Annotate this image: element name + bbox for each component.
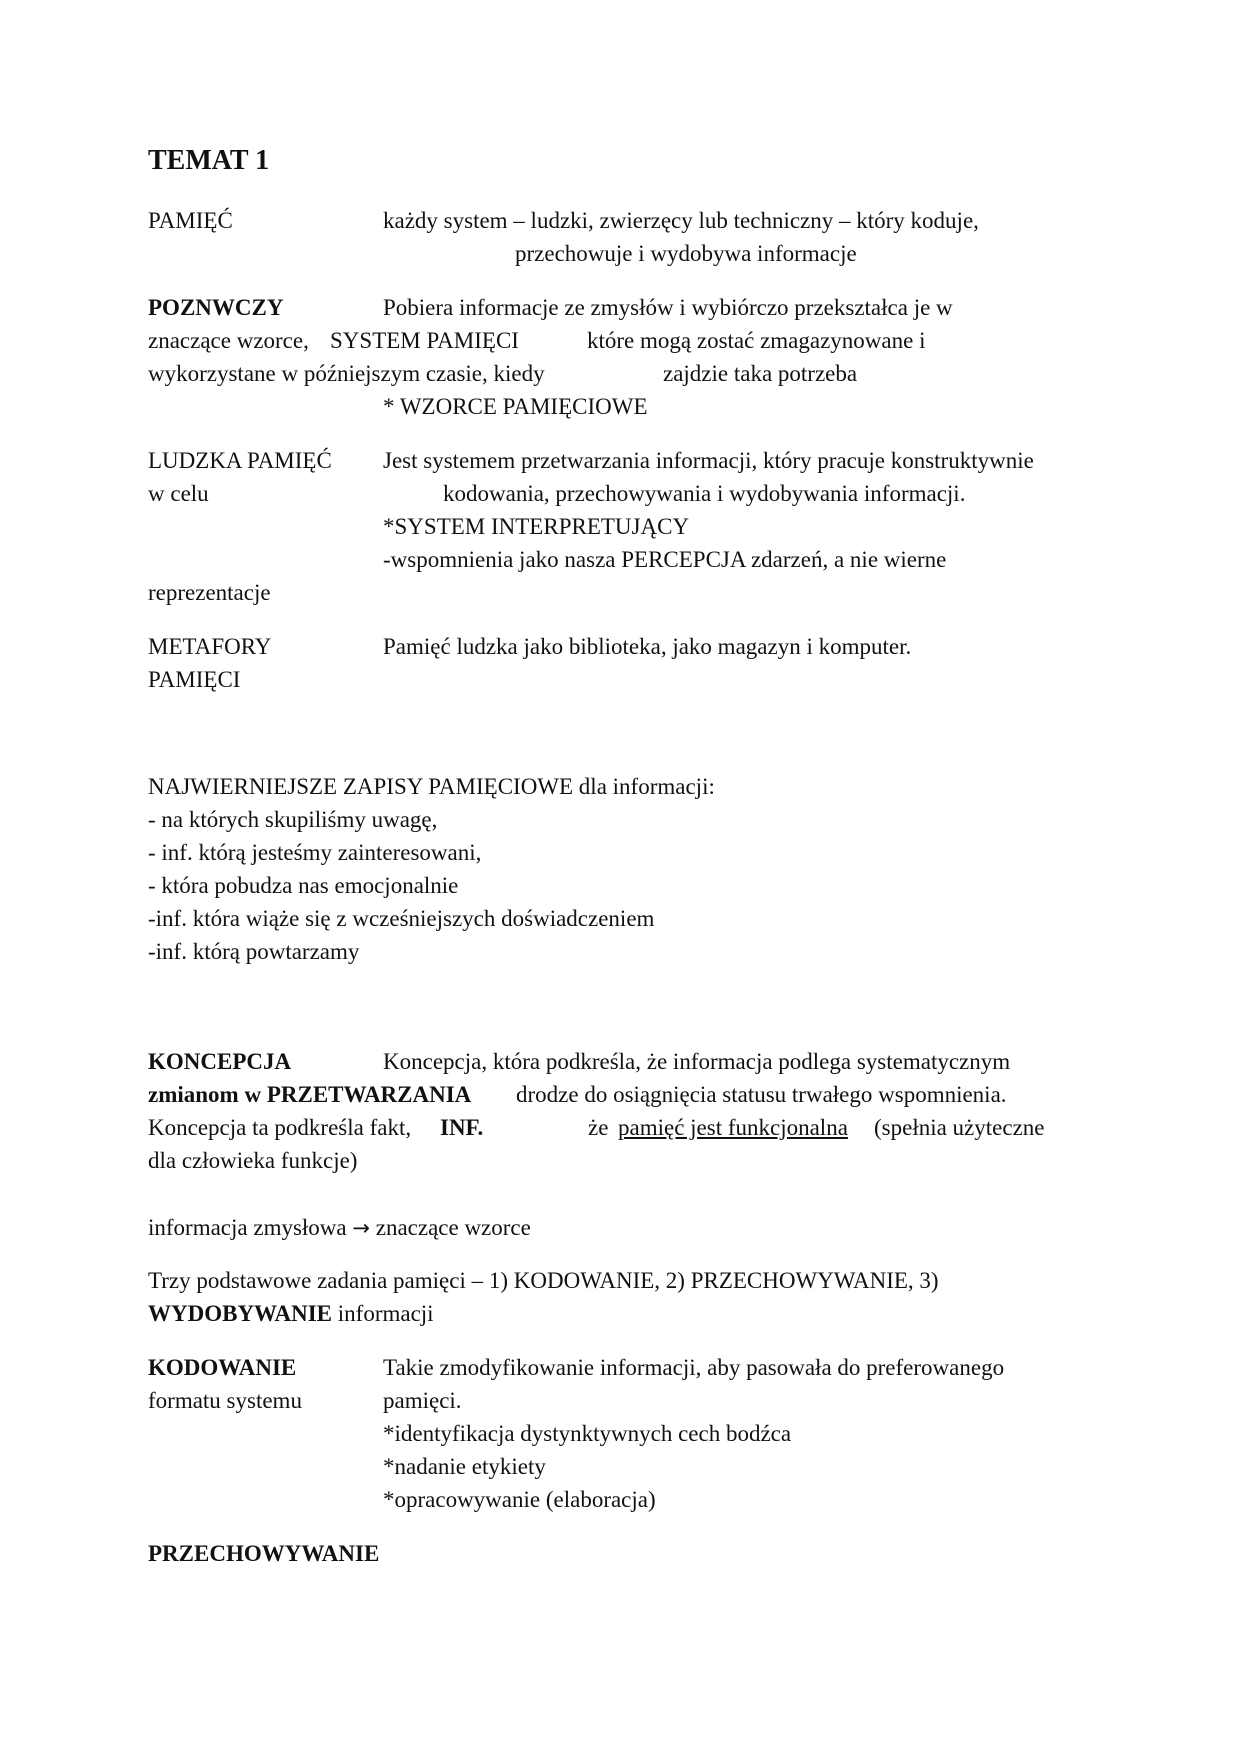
ludzka-line1: Jest systemem przetwarzania informacji, który pracuje konstruktywnie — [383, 448, 1034, 473]
ludzka-line4: -wspomnienia jako nasza PERCEPCJA zdarzeń, a nie wierne — [383, 547, 947, 572]
term-ludzka-pamiec: LUDZKA PAMIĘĆ — [148, 448, 332, 473]
term-system-pamieci: SYSTEM PAMIĘCI — [330, 328, 519, 353]
poznawczy-line1: Pobiera informacje ze zmysłów i wybiórczo przekształca je w — [383, 295, 953, 320]
koncepcja-line4: dla człowieka funkcje) — [148, 1148, 358, 1173]
zadania-wydobywanie: WYDOBYWANIE — [148, 1301, 333, 1326]
ludzka-line2-a: w celu — [148, 481, 209, 506]
list-item: -inf. która wiąże się z wcześniejszych doświadczeniem — [148, 906, 655, 931]
term-koncepcja: KONCEPCJA — [148, 1049, 292, 1074]
ludzka-line2-b: kodowania, przechowywania i wydobywania informacji. — [443, 481, 966, 506]
koncepcja-line3-a: Koncepcja ta podkreśla fakt, — [148, 1115, 412, 1140]
koncepcja-line3-c: (spełnia użyteczne — [874, 1115, 1045, 1140]
list-item: *opracowywanie (elaboracja) — [383, 1487, 656, 1512]
poznawczy-line3-b: zajdzie taka potrzeba — [663, 361, 858, 386]
list-item: - na których skupiliśmy uwagę, — [148, 807, 438, 832]
ludzka-line5: reprezentacje — [148, 580, 271, 605]
term-kodowanie: KODOWANIE — [148, 1355, 297, 1380]
poznawczy-line2-a: znaczące wzorce, — [148, 328, 309, 353]
kodowanie-line2-a: formatu systemu — [148, 1388, 302, 1413]
flow-from: informacja zmysłowa — [148, 1215, 347, 1240]
kodowanie-line1: Takie zmodyfikowanie informacji, aby pasowała do preferowanego — [383, 1355, 1005, 1380]
koncepcja-underlined-phrase: pamięć jest funkcjonalna — [618, 1115, 848, 1140]
list-item: *identyfikacja dystynktywnych cech bodźca — [383, 1421, 792, 1446]
flow-to: znaczące wzorce — [375, 1215, 531, 1240]
poznawczy-line3-a: wykorzystane w późniejszym czasie, kiedy — [148, 361, 545, 386]
arrow-right-icon: → — [352, 1216, 370, 1240]
term-przechowywanie: PRZECHOWYWANIE — [148, 1541, 380, 1566]
term-pamiec: PAMIĘĆ — [148, 208, 233, 233]
pamiec-definition-line2: przechowuje i wydobywa informacje — [515, 241, 857, 266]
page-title: TEMAT 1 — [148, 145, 270, 176]
metafory-definition: Pamięć ludzka jako biblioteka, jako magazyn i komputer. — [383, 634, 912, 659]
zadania-line1: Trzy podstawowe zadania pamięci – 1) KODOWANIE, 2) PRZECHOWYWANIE, 3) — [148, 1268, 939, 1293]
pamiec-definition-line1: każdy system – ludzki, zwierzęcy lub techniczny – który koduje, — [383, 208, 979, 233]
koncepcja-line2-a: zmianom w PRZETWARZANIA — [148, 1082, 472, 1107]
ludzka-line3: *SYSTEM INTERPRETUJĄCY — [383, 514, 690, 539]
list-item: *nadanie etykiety — [383, 1454, 546, 1479]
flow-line — [148, 1213, 531, 1243]
najwierniejsze-heading: NAJWIERNIEJSZE ZAPISY PAMIĘCIOWE dla informacji: — [148, 774, 715, 799]
koncepcja-line2-b: drodze do osiągnięcia statusu trwałego wspomnienia. — [516, 1082, 1007, 1107]
term-metafory: METAFORY — [148, 634, 272, 659]
koncepcja-line3-b: że — [588, 1115, 609, 1140]
koncepcja-line1: Koncepcja, która podkreśla, że informacja podlega systematycznym — [383, 1049, 1011, 1074]
zadania-line2-rest: informacji — [337, 1301, 434, 1326]
term-poznawczy: POZNWCZY — [148, 295, 284, 320]
zadania-line2 — [148, 1299, 434, 1329]
kodowanie-line2-b: pamięci. — [383, 1388, 462, 1413]
koncepcja-line3-inf: INF. — [440, 1115, 484, 1140]
term-pamieci: PAMIĘCI — [148, 667, 241, 692]
poznawczy-line4: * WZORCE PAMIĘCIOWE — [383, 394, 648, 419]
list-item: - inf. którą jesteśmy zainteresowani, — [148, 840, 482, 865]
poznawczy-line2-b: które mogą zostać zmagazynowane i — [587, 328, 926, 353]
list-item: - która pobudza nas emocjonalnie — [148, 873, 459, 898]
list-item: -inf. którą powtarzamy — [148, 939, 360, 964]
